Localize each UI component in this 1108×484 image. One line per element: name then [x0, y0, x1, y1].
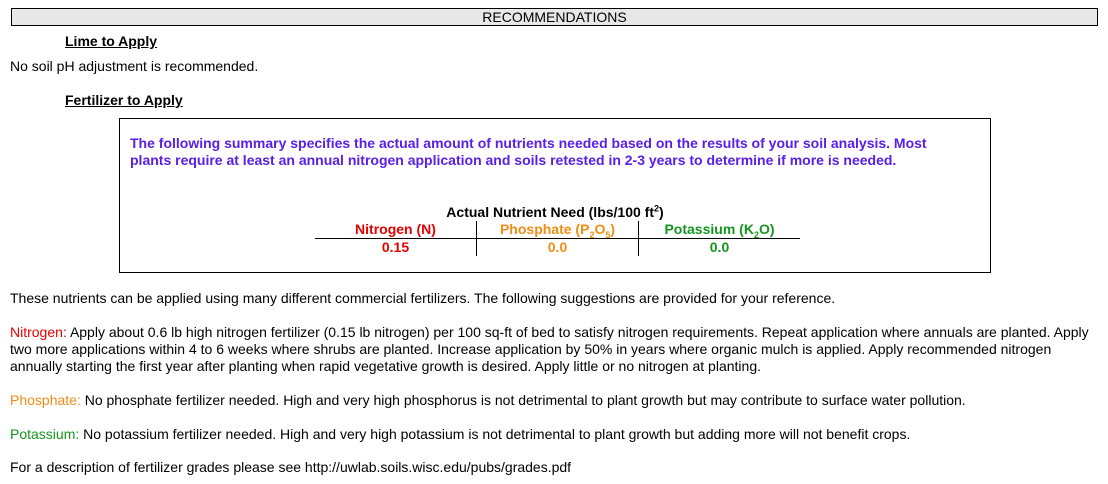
lime-text: No soil pH adjustment is recommended.	[10, 58, 259, 74]
nutrient-need-title-text: Actual Nutrient Need (lbs/100 ft	[446, 204, 654, 220]
nitrogen-text: Apply about 0.6 lb high nitrogen fertilizer (0.15 lb nitrogen) per 100 sq-ft of bed to satisfy nitrogen requirements. Repeat application where annuals are planted. Apply two more applications within 4 to 6 weeks where shrubs are planted. Increase application by 50% in years where organic mulch is applied. Apply recommended nitrogen annually starting the first year after planting when rapid vegetative growth is desired. Apply little or no nitrogen at planting.	[10, 324, 1089, 374]
phosphate-header-mid: O	[594, 221, 606, 237]
nitrogen-header-label: Nitrogen (N)	[355, 221, 436, 237]
phosphate-sub-1: 2	[589, 229, 595, 240]
nitrogen-value: 0.15	[315, 239, 477, 257]
footer-text: For a description of fertilizer grades please see http://uwlab.soils.wisc.edu/pubs/grades.pdf	[10, 459, 572, 475]
summary-text: The following summary specifies the actual amount of nutrients needed based on the results of your soil analysis. Most plants require at least an annual nitrogen application and soils retested in 2-3 years to determine if more is needed.	[130, 135, 927, 168]
nutrient-summary-box	[119, 118, 991, 273]
potassium-sub-1: 2	[753, 229, 759, 240]
potassium-label: Potassium:	[10, 426, 80, 442]
nitrogen-header	[315, 221, 477, 239]
phosphate-header-end: )	[610, 221, 616, 237]
nitrogen-label: Nitrogen:	[10, 324, 67, 340]
nutrient-need-title-end: )	[659, 204, 664, 220]
nutrient-need-title-sup: 2	[654, 203, 660, 214]
nutrient-need-table	[315, 221, 800, 256]
potassium-value: 0.0	[709, 239, 730, 255]
phosphate-value: 0.0	[477, 239, 639, 257]
potassium-header-end: O)	[758, 221, 775, 237]
phosphate-text: No phosphate fertilizer needed. High and very high phosphorus is not detrimental to plant growth but may contribute to surface water pollution.	[84, 392, 966, 408]
potassium-text: No potassium fertilizer needed. High and very high potassium is not detrimental to plant growth but adding more will not benefit crops.	[83, 426, 911, 442]
intro-text: These nutrients can be applied using many different commercial fertilizers. The following suggestions are provided for your reference.	[10, 290, 836, 306]
potassium-header-label: Potassium (K	[664, 221, 754, 237]
phosphate-header-label: Phosphate (P	[499, 221, 590, 237]
phosphate-paragraph	[10, 392, 1090, 409]
nitrogen-paragraph	[10, 324, 1090, 375]
nutrient-need-title	[120, 204, 990, 220]
phosphate-label: Phosphate:	[10, 392, 81, 408]
potassium-header	[639, 221, 801, 239]
phosphate-header	[477, 221, 639, 239]
phosphate-sub-2: 5	[605, 229, 611, 240]
lime-heading: Lime to Apply	[65, 33, 158, 49]
fertilizer-heading: Fertilizer to Apply	[65, 92, 183, 108]
recommendations-header: RECOMMENDATIONS	[11, 8, 1098, 26]
potassium-paragraph	[10, 426, 1090, 443]
